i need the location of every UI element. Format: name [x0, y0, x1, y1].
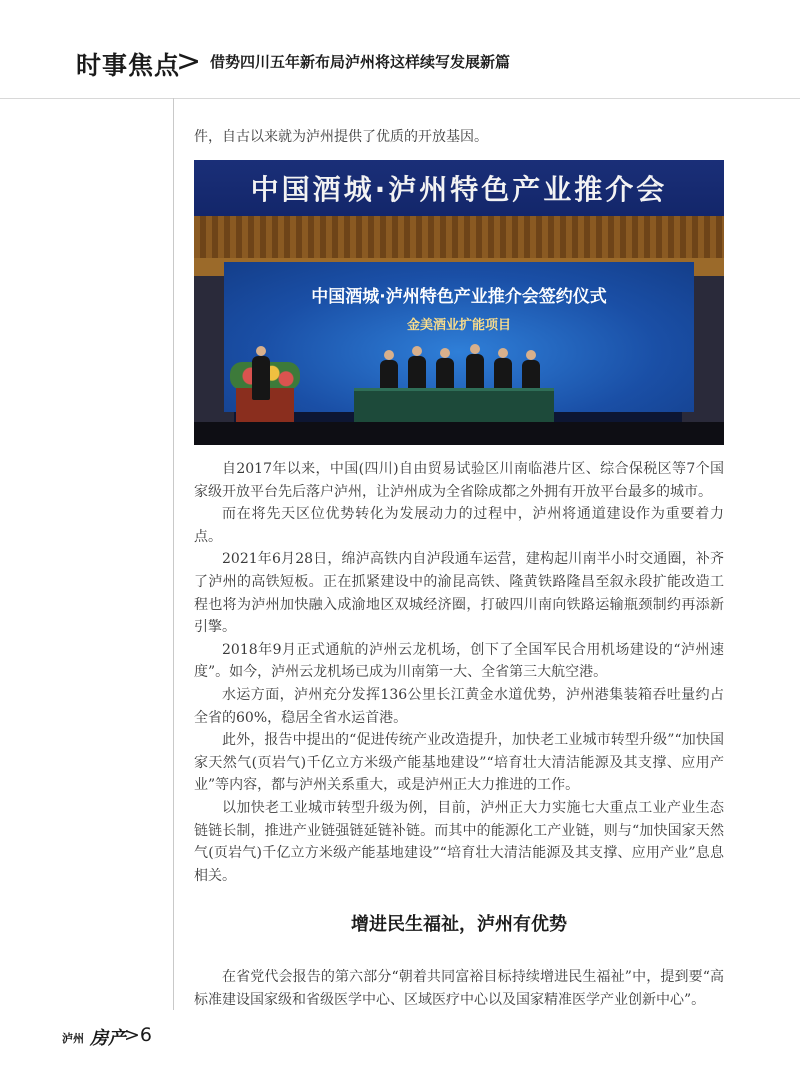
paragraph: 2021年6月28日，绵泸高铁内自泸段通车运营，建构起川南半小时交通圈，补齐了泸州的高铁短板。正在抓紧建设中的渝昆高铁、隆黄铁路隆昌至叙永段扩能改造工程也将为泸州加快融入成渝地区双城经济圈，打破四川南向铁路运输瓶颈制约再添新引擎。: [194, 551, 724, 636]
section-heading: 增进民生福祉，泸州有优势: [351, 914, 567, 935]
paragraph: 2018年9月正式通航的泸州云龙机场，创下了全国军民合用机场建设的“泸州速度”。如今，泸州云龙机场已成为川南第一大、全省第三大航空港。: [194, 641, 724, 681]
paragraph: 在省党代会报告的第六部分“朝着共同富裕目标持续增进民生福祉”中，提到要“高标准建设国家级和省级医学中心、区域医疗中心以及国家精准医学产业创新中心”。: [194, 969, 724, 1008]
paragraph: 自2017年以来，中国(四川)自由贸易试验区川南临港片区、综合保税区等7个国家级开放平台先后落户泸州，让泸州成为全省除成都之外拥有开放平台最多的城市。: [194, 461, 724, 500]
event-photo: [194, 160, 724, 445]
paragraph: 件，自古以来就为泸州提供了优质的开放基因。: [194, 129, 488, 145]
paragraph: 此外，报告中提出的“促进传统产业改造提升，加快老工业城市转型升级”“加快国家天然气(页岩气)千亿立方米级产能基地建设”“培育壮大清洁能源及其支撑、应用产业”等内容，都与泸州关系重大，或是泸州正大力推进的工作。: [194, 732, 724, 794]
section-text: [194, 966, 724, 1011]
section-tag: 时事焦点: [76, 51, 181, 80]
photo-floor: [194, 422, 724, 445]
photo-ceiling: [194, 216, 724, 258]
paragraph: 以加快老工业城市转型升级为例，目前，泸州正大力实施七大重点工业产业生态链链长制，推进产业链强链延链补链。而其中的能源化工产业链，则与“加快国家天然气(页岩气)千亿立方米级产能基地建设”“培育壮大清洁能源及其支撑、应用产业”息息相关。: [194, 799, 724, 884]
paragraph: 而在将先天区位优势转化为发展动力的过程中，泸州将通道建设作为重要着力点。: [194, 506, 724, 545]
photo-person: [252, 356, 270, 400]
photo-screen-title: 中国酒城·泸州特色产业推介会签约仪式: [311, 287, 607, 307]
header-title: 借势四川五年新布局泸州将这样续写发展新篇: [210, 53, 511, 71]
photo-banner: [194, 160, 724, 216]
column-rule: [173, 98, 174, 1010]
main-text: [194, 458, 724, 887]
intro-text: [194, 126, 724, 149]
footer-brand-logo: 房产: [90, 1028, 126, 1049]
page-header: [0, 0, 800, 99]
photo-banner-text: 中国酒城·泸州特色产业推介会: [250, 173, 668, 206]
paragraph: 水运方面，泸州充分发挥136公里长江黄金水道优势，泸州港集装箱吞吐量约占全省的60%，稳居全省水运首港。: [194, 686, 724, 726]
page-number: >6: [124, 1024, 153, 1046]
photo-screen-subtitle: 金美酒业扩能项目: [406, 318, 511, 333]
chevron-right-icon: >: [176, 44, 202, 79]
footer-brand-mark: 泸州: [62, 1032, 84, 1045]
